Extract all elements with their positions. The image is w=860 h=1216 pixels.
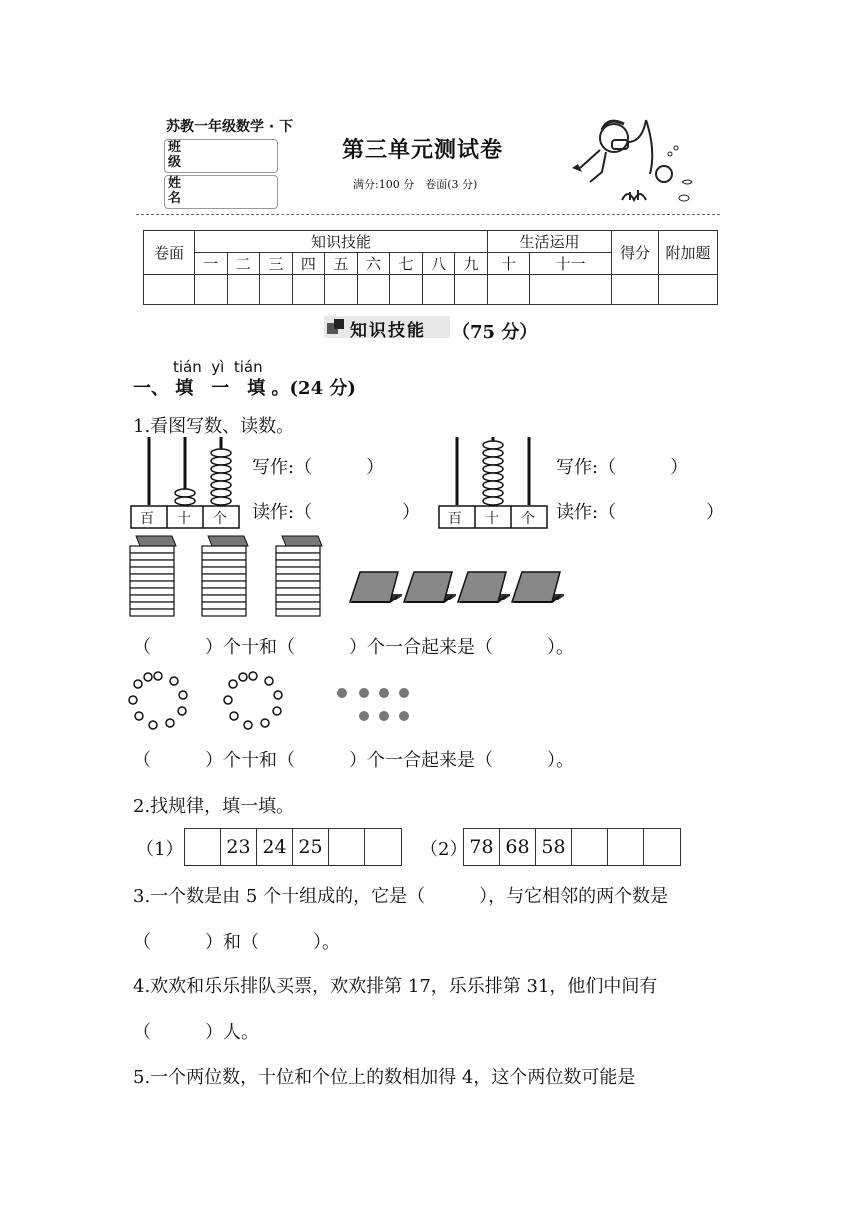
abacus-2-read[interactable]: 读作:（ ） — [556, 502, 725, 523]
abacus-2-label-ones: 个 — [521, 511, 535, 527]
page-subtitle: 满分:100 分 卷面(3 分) — [353, 178, 478, 191]
blank-cell[interactable] — [357, 275, 390, 305]
seq2-cell[interactable] — [572, 829, 608, 865]
seq1-cell: 25 — [293, 829, 329, 865]
blank-cell[interactable] — [227, 275, 260, 305]
col-2: 二 — [227, 253, 260, 275]
seq1-cell[interactable] — [329, 829, 365, 865]
abacus-1-label-ones: 个 — [213, 511, 227, 527]
q3-line1[interactable]: 3.一个数是由 5 个十组成的，它是（ ），与它相邻的两个数是 — [133, 886, 669, 907]
blank-cell[interactable] — [325, 275, 358, 305]
seq1-cell: 23 — [221, 829, 257, 865]
class-label: 班级 — [168, 140, 182, 170]
abacus-1-read[interactable]: 读作:（ ） — [252, 502, 421, 523]
section-badge — [324, 316, 450, 341]
abacus-1-label-hundreds: 百 — [140, 511, 154, 527]
seq2-cell: 68 — [500, 829, 536, 865]
beads-fill-line[interactable]: （ ）个十和（ ）个一合起来是（ ）。 — [133, 750, 574, 771]
books-fill-line[interactable]: （ ）个十和（ ）个一合起来是（ ）。 — [133, 637, 574, 658]
seq2-cell: 58 — [536, 829, 572, 865]
q5-line1: 5.一个两位数，十位和个位上的数相加得 4，这个两位数可能是 — [133, 1067, 636, 1088]
score-table — [143, 230, 718, 305]
abacus-2-label-tens: 十 — [485, 511, 499, 527]
seq2-cell[interactable] — [608, 829, 644, 865]
q1-prompt: 1.看图写数、读数。 — [133, 416, 295, 437]
section-score: （75 分） — [452, 322, 538, 343]
seq2-label: （2） — [420, 839, 468, 860]
book-title: 苏教一年级数学 · 下 — [166, 119, 294, 135]
header-divider — [136, 214, 720, 215]
seq1-cell[interactable] — [365, 829, 401, 865]
abacus-1-label-tens: 十 — [177, 511, 191, 527]
blank-cell[interactable] — [530, 275, 612, 305]
col-1: 一 — [195, 253, 228, 275]
col-6: 六 — [357, 253, 390, 275]
abacus-1-write[interactable]: 写作:（ ） — [252, 457, 385, 478]
col-9: 九 — [455, 253, 488, 275]
page-title: 第三单元测试卷 — [342, 138, 504, 163]
col-5: 五 — [325, 253, 358, 275]
seq1-cell[interactable] — [185, 829, 221, 865]
cell-juanmian: 卷面 — [144, 231, 195, 275]
blank-cell[interactable] — [144, 275, 195, 305]
part1-heading: 一、 填 一 填 。(24 分) — [133, 378, 356, 399]
blank-cell[interactable] — [659, 275, 718, 305]
part1-pinyin: tián yì tián — [173, 358, 263, 376]
seq2-cell[interactable] — [644, 829, 680, 865]
seq1-boxes — [184, 828, 402, 866]
blank-cell[interactable] — [422, 275, 455, 305]
seq2-cell: 78 — [464, 829, 500, 865]
blank-cell[interactable] — [612, 275, 659, 305]
col-11: 十一 — [530, 253, 612, 275]
col-3: 三 — [260, 253, 293, 275]
q4-line2[interactable]: （ ）人。 — [133, 1022, 259, 1043]
q3-line2[interactable]: （ ）和（ ）。 — [133, 932, 340, 953]
bead-groups — [128, 670, 428, 734]
name-label: 姓名 — [168, 176, 182, 206]
book-stacks — [128, 534, 568, 620]
cell-extra: 附加题 — [659, 231, 718, 275]
abacus-2-write[interactable]: 写作:（ ） — [556, 457, 689, 478]
blank-cell[interactable] — [260, 275, 293, 305]
q4-line1: 4.欢欢和乐乐排队买票，欢欢排第 17，乐乐排第 31，他们中间有 — [133, 976, 658, 997]
diver-illustration — [572, 112, 712, 208]
cell-score: 得分 — [612, 231, 659, 275]
col-8: 八 — [422, 253, 455, 275]
col-7: 七 — [390, 253, 423, 275]
blank-cell[interactable] — [292, 275, 325, 305]
cell-knowledge: 知识技能 — [195, 231, 488, 253]
col-10: 十 — [487, 253, 529, 275]
seq1-label: （1） — [136, 839, 184, 860]
section-badge-text: 知识技能 — [350, 321, 426, 341]
col-4: 四 — [292, 253, 325, 275]
q2-prompt: 2.找规律，填一填。 — [133, 796, 295, 817]
section-badge-icon — [326, 317, 346, 337]
blank-cell[interactable] — [455, 275, 488, 305]
abacus-2-label-hundreds: 百 — [448, 511, 462, 527]
blank-cell[interactable] — [487, 275, 529, 305]
seq2-boxes — [463, 828, 681, 866]
blank-cell[interactable] — [390, 275, 423, 305]
blank-cell[interactable] — [195, 275, 228, 305]
seq1-cell: 24 — [257, 829, 293, 865]
cell-life: 生活运用 — [487, 231, 611, 253]
